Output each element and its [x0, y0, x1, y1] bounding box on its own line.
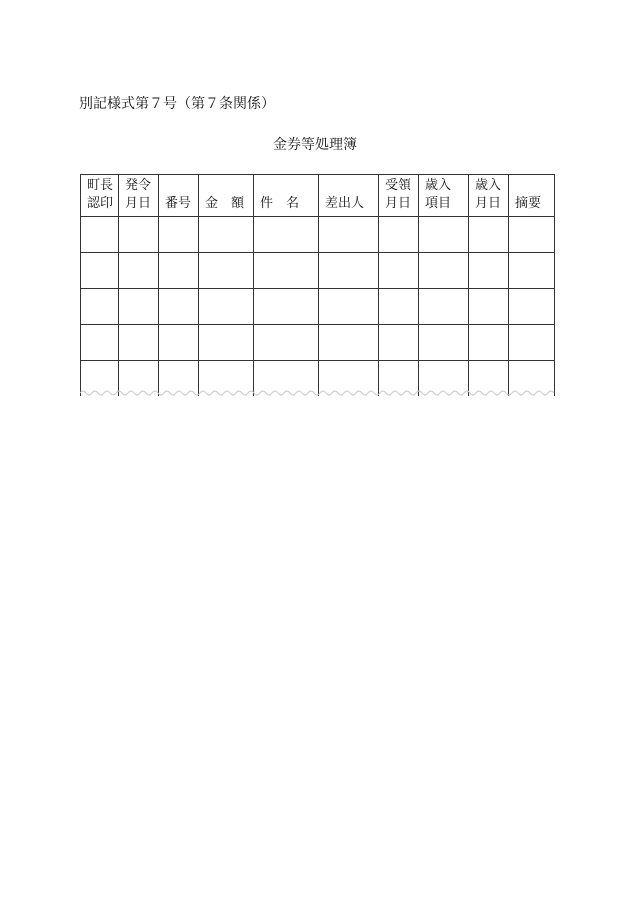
table-cell — [469, 217, 509, 253]
column-header: 歳入 月日 — [469, 175, 509, 217]
table-cell — [159, 289, 199, 325]
column-header: 金 額 — [199, 175, 254, 217]
table-cell — [81, 325, 119, 361]
table-cell — [509, 253, 555, 289]
table-cell — [254, 217, 319, 253]
table-cell — [159, 253, 199, 289]
column-header: 町長 認印 — [81, 175, 119, 217]
table-cell — [319, 217, 379, 253]
table-cell — [119, 217, 159, 253]
table-cell — [509, 325, 555, 361]
table-cell — [469, 289, 509, 325]
table-cell — [159, 325, 199, 361]
form-number-label: 別記様式第７号（第７条関係） — [79, 96, 275, 112]
column-header: 受領 月日 — [379, 175, 419, 217]
table-cell — [199, 289, 254, 325]
table-cell — [419, 289, 469, 325]
table-cell — [119, 325, 159, 361]
table-cell — [379, 217, 419, 253]
table-row — [81, 325, 555, 361]
table-cell — [81, 217, 119, 253]
ledger-table — [80, 174, 555, 396]
table-cell — [319, 325, 379, 361]
table-cell — [254, 253, 319, 289]
table-cell — [199, 325, 254, 361]
column-header: 番号 — [159, 175, 199, 217]
column-header: 摘要 — [509, 175, 555, 217]
document-title: 金券等処理簿 — [273, 137, 357, 153]
table-cell — [159, 217, 199, 253]
table-cell — [254, 289, 319, 325]
table-row — [81, 217, 555, 253]
table-cell — [319, 253, 379, 289]
table-cell — [469, 325, 509, 361]
column-header: 件 名 — [254, 175, 319, 217]
table-cell — [81, 253, 119, 289]
header-row — [81, 175, 555, 217]
table-cell — [319, 289, 379, 325]
table-cell — [379, 325, 419, 361]
table-cell — [509, 217, 555, 253]
table-cell — [419, 325, 469, 361]
table-cell — [199, 253, 254, 289]
table-cell — [379, 253, 419, 289]
table-cell — [199, 217, 254, 253]
table-cell — [509, 289, 555, 325]
column-header: 発令 月日 — [119, 175, 159, 217]
table-cell — [254, 325, 319, 361]
table-cell — [419, 253, 469, 289]
table-cell — [81, 289, 119, 325]
table-cell — [469, 253, 509, 289]
column-header: 差出人 — [319, 175, 379, 217]
column-header: 歳入 項目 — [419, 175, 469, 217]
table-row — [81, 253, 555, 289]
table-row — [81, 289, 555, 325]
table-cell — [119, 289, 159, 325]
table-cut-edge — [80, 388, 555, 398]
table-cell — [419, 217, 469, 253]
table-cell — [379, 289, 419, 325]
table-cell — [119, 253, 159, 289]
